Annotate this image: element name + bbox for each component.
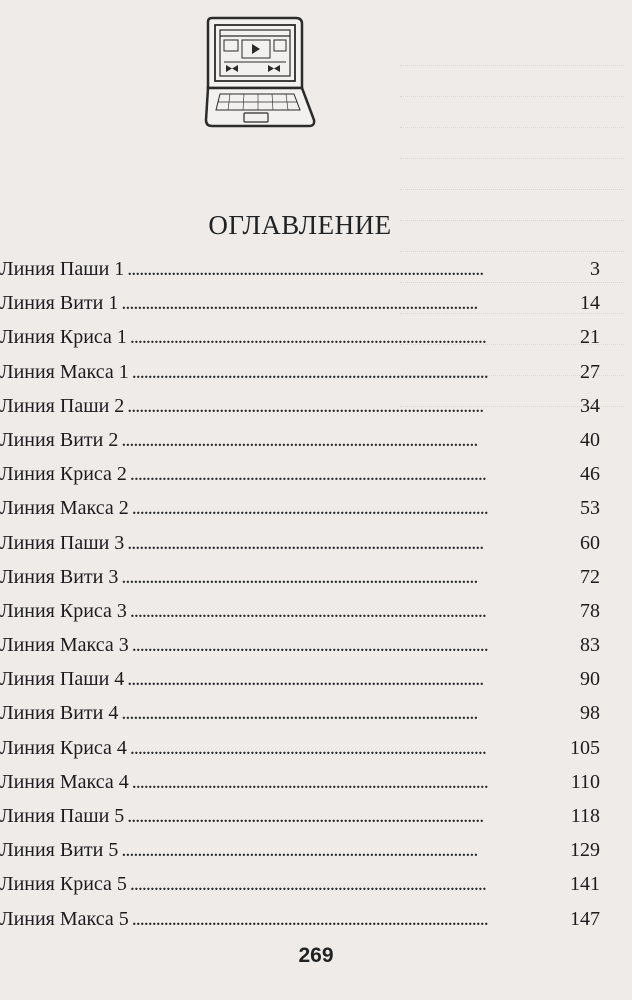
toc-dot-leader	[127, 395, 572, 418]
toc-entry-page: 141	[570, 873, 600, 896]
toc-dot-leader	[127, 258, 572, 281]
toc-entry-page: 129	[570, 839, 600, 862]
toc-dot-leader	[132, 908, 568, 931]
toc-entry-page: 60	[580, 531, 600, 554]
toc-entry-label: Линия Макса 5	[0, 907, 129, 930]
toc-dot-leader	[121, 566, 572, 589]
toc-entry	[0, 839, 600, 873]
toc-entry-page: 46	[580, 463, 600, 486]
toc-dot-leader	[130, 600, 572, 623]
toc-entry-label: Линия Криса 5	[0, 873, 127, 896]
toc-entry-label: Линия Макса 2	[0, 497, 129, 520]
toc-dot-leader	[130, 326, 572, 349]
toc-entry	[0, 361, 600, 395]
laptop-icon	[198, 10, 318, 138]
toc-entry-page: 118	[570, 805, 600, 827]
toc-entry-label: Линия Паши 1	[0, 258, 125, 280]
toc-entry	[0, 429, 600, 463]
toc-entry-page: 3	[590, 258, 600, 280]
toc-entry	[0, 908, 600, 942]
toc-entry-page: 72	[580, 565, 600, 588]
toc-entry-page: 110	[570, 770, 600, 793]
toc-entry	[0, 771, 600, 805]
toc-entry-page: 40	[580, 428, 600, 451]
toc-dot-leader	[121, 292, 572, 315]
toc-entry-label: Линия Вити 4	[0, 702, 119, 725]
toc-entry	[0, 668, 600, 702]
toc-entry-page: 147	[570, 907, 600, 930]
toc-entry	[0, 463, 600, 497]
toc-entry	[0, 634, 600, 668]
toc-dot-leader	[132, 771, 569, 794]
toc-entry-page: 98	[580, 702, 600, 725]
toc-entry-label: Линия Макса 4	[0, 770, 129, 793]
toc-entry	[0, 702, 600, 736]
toc-entry-label: Линия Криса 2	[0, 463, 127, 486]
toc-entry	[0, 873, 600, 907]
toc-entry-page: 78	[580, 599, 600, 622]
toc-entry	[0, 258, 600, 292]
toc-dot-leader	[132, 497, 572, 520]
toc-entry	[0, 532, 600, 566]
toc-entry	[0, 395, 600, 429]
page-number: 269	[298, 944, 334, 967]
toc-entry-page: 27	[580, 360, 600, 383]
toc-entry	[0, 600, 600, 634]
toc-entry-label: Линия Вити 1	[0, 292, 119, 315]
toc-dot-leader	[130, 737, 568, 760]
toc-entry-page: 14	[580, 292, 600, 315]
toc-entry	[0, 805, 600, 839]
toc-entry-page: 21	[580, 326, 600, 349]
toc-entry-page: 53	[580, 497, 600, 520]
toc-entry-label: Линия Вити 3	[0, 565, 119, 588]
toc-dot-leader	[132, 361, 572, 384]
toc-entry-label: Линия Криса 1	[0, 326, 127, 349]
toc-dot-leader	[127, 668, 572, 691]
toc-entry-page: 105	[570, 736, 600, 759]
toc-entry-label: Линия Вити 5	[0, 839, 119, 862]
toc-dot-leader	[127, 805, 568, 828]
toc-dot-leader	[130, 463, 572, 486]
toc-entry-page: 34	[580, 394, 600, 417]
toc-entry-label: Линия Макса 1	[0, 360, 129, 383]
toc-dot-leader	[121, 839, 568, 862]
toc-entry-label: Линия Вити 2	[0, 428, 119, 451]
toc-entry-label: Линия Паши 4	[0, 668, 125, 691]
toc-entry-label: Линия Паши 3	[0, 531, 125, 554]
toc-entry-label: Линия Криса 3	[0, 599, 127, 622]
toc-entry-label: Линия Криса 4	[0, 736, 127, 759]
toc-dot-leader	[130, 873, 568, 896]
toc-entry-label: Линия Паши 2	[0, 394, 125, 417]
toc-entry-page: 90	[580, 668, 600, 691]
toc-dot-leader	[127, 532, 572, 555]
toc-entry	[0, 737, 600, 771]
toc-dot-leader	[121, 429, 572, 452]
toc-entry	[0, 497, 600, 531]
toc-entry-label: Линия Макса 3	[0, 634, 129, 657]
toc-entry	[0, 326, 600, 360]
toc-entry	[0, 566, 600, 600]
toc-dot-leader	[121, 702, 572, 725]
toc-entry	[0, 292, 600, 326]
toc-dot-leader	[132, 634, 572, 657]
toc-entry-page: 83	[580, 634, 600, 657]
toc-entry-label: Линия Паши 5	[0, 805, 125, 827]
toc-title: ОГЛАВЛЕНИЕ	[208, 210, 392, 240]
toc-list	[0, 258, 600, 942]
